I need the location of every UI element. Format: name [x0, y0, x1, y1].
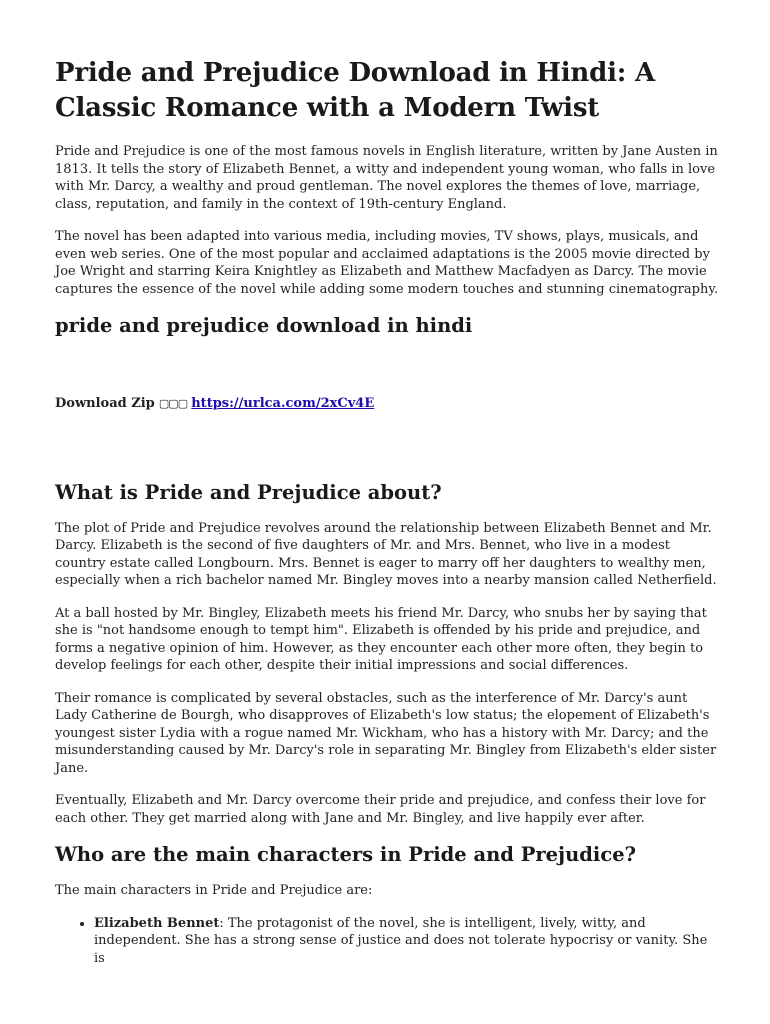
- characters-list: [55, 915, 720, 968]
- download-arrow-icon: ▢▢▢: [158, 397, 188, 410]
- about-paragraph: At a ball hosted by Mr. Bingley, Elizabeth meets his friend Mr. Darcy, who snubs her by saying that she is "not handsome enough to tempt him". Elizabeth is offended by his pride and prejudice, and forms a negative opinion of him. However, as they encounter each other more often, they begin to develop feelings for each other, despite their initial impressions and social differences.: [55, 605, 707, 673]
- download-line: [55, 395, 720, 413]
- characters-heading: Who are the main characters in Pride and Prejudice?: [55, 843, 637, 866]
- about-paragraph: Their romance is complicated by several obstacles, such as the interference of Mr. Darcy's aunt Lady Catherine de Bourgh, who disapproves of Elizabeth's low status; the elopement of Elizabeth's youngest sister Lydia with a rogue named Mr. Wickham, who has a history with Mr. Darcy; and the misunderstanding caused by Mr. Darcy's role in separating Mr. Bingley from Elizabeth's elder sister Jane.: [55, 690, 717, 776]
- characters-intro: The main characters in Pride and Prejudice are:: [55, 883, 373, 898]
- about-paragraph: The plot of Pride and Prejudice revolves around the relationship between Elizabeth Bennet and Mr. Darcy. Elizabeth is the second of five daughters of Mr. and Mrs. Bennet, who live in a modest country estate called Longbourn. Mrs. Bennet is eager to marry off her daughters to wealthy men, especially when a rich bachelor named Mr. Bingley moves into a nearby mansion called Netherfield.: [55, 520, 717, 588]
- intro-paragraph: The novel has been adapted into various media, including movies, TV shows, plays, musicals, and even web series. One of the most popular and acclaimed adaptations is the 2005 movie directed by Joe Wright and starring Keira Knightley as Elizabeth and Matthew Macfadyen as Darcy. The movie captures the essence of the novel while adding some modern touches and stunning cinematography.: [55, 229, 719, 297]
- character-name: Elizabeth Bennet: [94, 915, 220, 931]
- list-item: [94, 915, 720, 968]
- article: [55, 56, 720, 967]
- character-description: : The protagonist of the novel, she is intelligent, lively, witty, and independent. She has a strong sense of justice and does not tolerate hypocrisy or vanity. She is: [94, 915, 708, 966]
- about-heading: What is Pride and Prejudice about?: [55, 480, 442, 504]
- download-heading: pride and prejudice download in hindi: [55, 314, 473, 337]
- about-paragraph: Eventually, Elizabeth and Mr. Darcy overcome their pride and prejudice, and confess their love for each other. They get married along with Jane and Mr. Bingley, and live happily ever after.: [55, 793, 706, 826]
- intro-paragraph: Pride and Prejudice is one of the most famous novels in English literature, written by Jane Austen in 1813. It tells the story of Elizabeth Bennet, a witty and independent young woman, who falls in love with Mr. Darcy, a wealthy and proud gentleman. The novel explores the themes of love, marriage, class, reputation, and family in the context of 19th-century England.: [55, 144, 718, 212]
- page-title: Pride and Prejudice Download in Hindi: A Classic Romance with a Modern Twist: [55, 58, 655, 123]
- download-label: Download Zip: [55, 396, 155, 411]
- download-link[interactable]: https://urlca.com/2xCv4E: [191, 396, 375, 411]
